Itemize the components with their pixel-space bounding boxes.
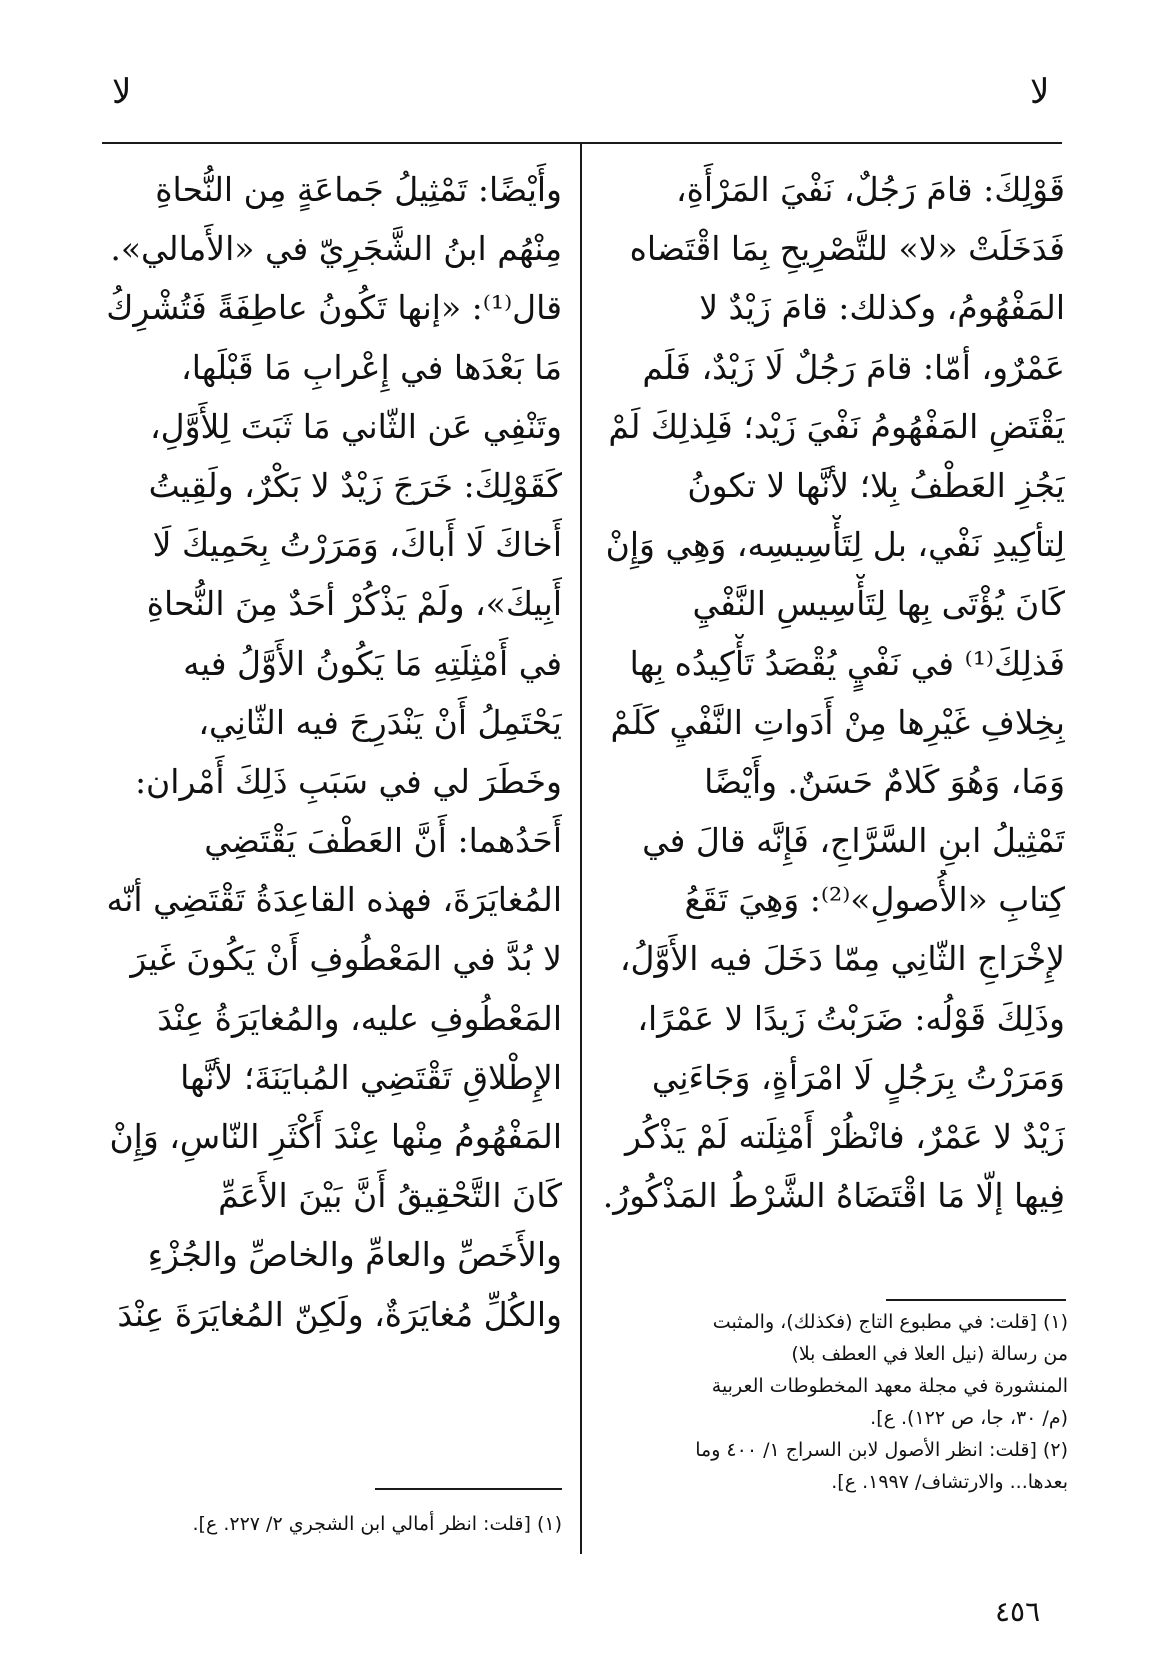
text-line: يَقْتَضِ المَفْهُومُ نَفْيَ زَيْد؛ فَلِذلِكَ لَمْ bbox=[608, 406, 1065, 446]
footnote-rule-right bbox=[886, 1299, 1066, 1301]
footnote-line: (م/ ٣٠، جا، ص ١٢٢). ع]. bbox=[870, 1407, 1068, 1429]
text-line: قال⁽¹⁾: «إنها تَكُونُ عاطِفَةً فَتُشْرِكُ bbox=[106, 288, 562, 328]
footnote-line: بعدها... والارتشاف/ ١٩٩٧. ع]. bbox=[831, 1471, 1068, 1493]
running-head-right: لا bbox=[1030, 72, 1050, 112]
page-number: ٤٥٦ bbox=[995, 1595, 1041, 1628]
text-line: أَبِيكَ»، ولَمْ يَذْكُرْ أحَدٌ مِنَ النُّحاةِ bbox=[146, 584, 562, 624]
text-line: مَا بَعْدَها في إِعْرابِ مَا قَبْلَها، bbox=[181, 347, 562, 387]
text-line: عَمْرٌو، أمّا: قامَ رَجُلٌ لَا زَيْدٌ، فَلَم bbox=[642, 347, 1065, 387]
text-line: فَذلِكَ⁽¹⁾ في نَفْيٍ يُقْصَدُ تَأْكِيدُه بِها bbox=[629, 643, 1065, 683]
text-line: أَحَدُهما: أَنَّ العَطْفَ يَقْتَضِي bbox=[204, 821, 562, 861]
text-line: وَمَا، وَهُوَ كَلامٌ حَسَنٌ. وأَيْضًا bbox=[704, 761, 1065, 801]
footnote-rule-left bbox=[375, 1488, 562, 1490]
text-line: كَانَ التَّحْقِيقُ أَنَّ بَيْنَ الأَعَمِّ bbox=[218, 1176, 562, 1216]
text-line: وتَنْفِي عَن الثّاني مَا ثَبَتَ لِلأَوَّلِ، bbox=[149, 406, 562, 446]
text-line: وَمَرَرْتُ بِرَجُلٍ لَا امْرَأةٍ، وَجَاءَنِي bbox=[651, 1057, 1065, 1097]
text-line: المُغايَرَةَ، فهذه القاعِدَةُ تَقْتَضِي أنّه bbox=[106, 880, 562, 920]
text-line: أَخاكَ لَا أَباكَ، وَمَرَرْتُ بِحَمِيكَ لَا bbox=[152, 525, 562, 565]
running-head-left: لا bbox=[112, 72, 132, 112]
column-divider bbox=[580, 144, 582, 1554]
footnotes-left bbox=[102, 1508, 562, 1540]
text-line: المَفْهُومُ، وكذلك: قامَ زَيْدٌ لا bbox=[699, 288, 1065, 328]
text-line: في أَمْثِلَتِهِ مَا يَكُونُ الأَوَّلُ فيه bbox=[183, 643, 562, 683]
footnote-line: (١) [قلت: انظر أمالي ابن الشجري ٢/ ٢٢٧. ع]. bbox=[192, 1513, 562, 1535]
text-line: لِتأكِيدِ نَفْي، بل لِتَأْسِيسِه، وَهِي وَإِنْ bbox=[605, 525, 1065, 565]
footnote-line: (١) [قلت: في مطبوع التاج (فكذلك)، والمثبت bbox=[712, 1311, 1068, 1333]
text-line: زَيْدٌ لا عَمْرٌ، فانْظُرْ أَمْثِلَته لَمْ يَذْكُر bbox=[625, 1117, 1065, 1156]
text-line: كَقَوْلِكَ: خَرَجَ زَيْدٌ لا بَكْرٌ، ولَقِيتُ bbox=[148, 465, 562, 505]
text-line: وأَيْضًا: تَمْثِيلُ جَماعَةٍ مِن النُّحاةِ bbox=[155, 170, 562, 209]
text-line: الإِطْلاقِ تَقْتَضِي المُبايَنَةَ؛ لأنَّها bbox=[180, 1057, 562, 1097]
right-column bbox=[595, 160, 1065, 1225]
text-line: لإِخْرَاجِ الثّانِي مِمّا دَخَلَ فيه الأَوَّلُ، bbox=[619, 939, 1065, 979]
text-line: لا بُدَّ في المَعْطُوفِ أَنْ يَكُونَ غَيرَ bbox=[130, 939, 562, 979]
text-line: قَوْلِكَ: قامَ رَجُلٌ، نَفْيَ المَرْأَةِ، bbox=[675, 170, 1065, 209]
text-line: يَجُزِ العَطْفُ بِلا؛ لأنَّها لا تكونُ bbox=[687, 465, 1065, 505]
text-line: والكُلِّ مُغايَرَةٌ، ولَكِنّ المُغايَرَةَ عِنْدَ bbox=[117, 1294, 562, 1334]
left-column bbox=[102, 160, 562, 1344]
footnote-line: من رسالة (نيل العلا في العطف بلا) bbox=[791, 1343, 1068, 1365]
text-line: وذَلِكَ قَوْلُه: ضَرَبْتُ زَيدًا لا عَمْرًا، bbox=[637, 998, 1065, 1038]
text-line: المَعْطُوفِ عليه، والمُغايَرَةُ عِنْدَ bbox=[157, 998, 562, 1038]
text-line: كَانَ يُؤْتَى بِها لِتَأْسِيسِ النَّفْيِ bbox=[692, 584, 1065, 624]
text-line: وخَطَرَ لي في سَبَبِ ذَلِكَ أَمْران: bbox=[134, 761, 562, 801]
footnote-line: المنشورة في مجلة معهد المخطوطات العربية bbox=[711, 1375, 1068, 1397]
text-line: تَمْثِيلُ ابنِ السَّرَّاجِ، فَإِنَّه قالَ في bbox=[642, 821, 1065, 861]
text-line: المَفْهُومُ مِنْها عِنْدَ أَكْثَرِ النّاسِ، وَإِنْ bbox=[109, 1117, 562, 1156]
text-line: كِتابِ «الأُصولِ»⁽²⁾: وَهِيَ تَقَعُ bbox=[684, 880, 1065, 920]
text-line: فِيها إلّا مَا اقْتَضَاهُ الشَّرْطُ المَذْكُورُ. bbox=[602, 1176, 1065, 1216]
text-line: مِنْهُم ابنُ الشَّجَرِيّ في «الأَمالي». bbox=[110, 229, 562, 269]
footnotes-right bbox=[600, 1306, 1068, 1498]
footnote-line: (٢) [قلت: انظر الأصول لابن السراج ١/ ٤٠٠ وما bbox=[695, 1439, 1068, 1461]
text-line: فَدَخَلَتْ «لا» للتَّصْرِيحِ بِمَا اقْتَضاه bbox=[629, 229, 1065, 269]
text-line: بِخِلافِ غَيْرِها مِنْ أَدَواتِ النَّفْيِ كَلَمْ bbox=[610, 702, 1065, 742]
text-line: والأَخَصِّ والعامِّ والخاصِّ والجُزْءِ bbox=[147, 1235, 562, 1275]
text-line: يَحْتَمِلُ أَنْ يَنْدَرِجَ فيه الثّانِي، bbox=[198, 702, 562, 742]
header-rule bbox=[102, 142, 1062, 144]
